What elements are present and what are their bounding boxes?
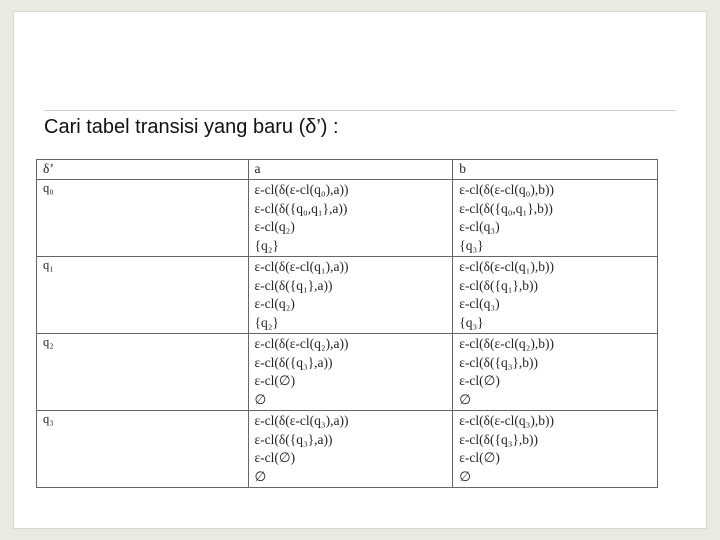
transition-cell-b xyxy=(453,180,658,257)
cell-line: ε-cl(∅) xyxy=(459,450,500,465)
table-row xyxy=(37,334,658,411)
transition-cell-b xyxy=(453,257,658,334)
cell-line: {q₂} xyxy=(254,237,279,253)
transition-cell-a xyxy=(248,334,453,411)
cell-line: ε-cl(q₃) xyxy=(459,219,500,234)
table-row xyxy=(37,411,658,488)
cell-line: ε-cl(δ({q₁},b)) xyxy=(459,277,539,293)
cell-line: ε-cl(∅) xyxy=(254,373,296,388)
transition-cell-a xyxy=(248,180,453,257)
cell-line: ε-cl(δ({q₀,q₁},b)) xyxy=(459,200,553,216)
cell-line: ε-cl(δ(ε-cl(q₂),b)) xyxy=(459,336,554,351)
cell-line: ε-cl(∅) xyxy=(254,450,296,465)
cell-line: ε-cl(δ(ε-cl(q₀),a)) xyxy=(254,182,349,197)
slide-title: Cari tabel transisi yang baru (δ’) : xyxy=(44,116,339,138)
cell-line: ε-cl(q₂) xyxy=(254,296,295,311)
cell-line: ε-cl(δ(ε-cl(q₂),a)) xyxy=(254,336,349,351)
cell-line: {q₃} xyxy=(459,237,484,253)
header-cell-delta: δ’ xyxy=(37,160,249,180)
title-divider xyxy=(44,110,676,111)
transition-cell-b xyxy=(453,411,658,488)
table-row xyxy=(37,257,658,334)
cell-line: ∅ xyxy=(254,468,267,484)
table-header-row xyxy=(37,160,658,180)
cell-line: ε-cl(δ({q₃},b)) xyxy=(459,354,539,370)
cell-line: ε-cl(∅) xyxy=(459,373,500,388)
cell-line: ε-cl(δ({q₃},b)) xyxy=(459,431,539,447)
cell-line: ε-cl(δ(ε-cl(q₃),b)) xyxy=(459,413,554,428)
header-cell-a: a xyxy=(248,160,453,180)
transition-cell-a xyxy=(248,257,453,334)
transition-table xyxy=(36,159,658,488)
transition-cell-a xyxy=(248,411,453,488)
cell-line: ε-cl(δ(ε-cl(q₁),a)) xyxy=(254,259,349,274)
cell-line: ε-cl(δ(ε-cl(q₁),b)) xyxy=(459,259,554,274)
cell-line: ∅ xyxy=(459,391,471,407)
state-cell: q₀ xyxy=(37,180,249,257)
cell-line: ∅ xyxy=(254,391,267,407)
cell-line: ε-cl(δ(ε-cl(q₃),a)) xyxy=(254,413,349,428)
cell-line: ε-cl(δ({q₀,q₁},a)) xyxy=(254,200,348,216)
cell-line: ε-cl(q₂) xyxy=(254,219,295,234)
transition-cell-b xyxy=(453,334,658,411)
cell-line: ε-cl(δ({q₁},a)) xyxy=(254,277,333,293)
cell-line: ε-cl(δ({q₃},a)) xyxy=(254,431,333,447)
cell-line: ε-cl(δ(ε-cl(q₀),b)) xyxy=(459,182,554,197)
state-cell: q₂ xyxy=(37,334,249,411)
table-row xyxy=(37,180,658,257)
header-cell-b: b xyxy=(453,160,658,180)
cell-line: ∅ xyxy=(459,468,471,484)
state-cell: q₃ xyxy=(37,411,249,488)
cell-line: ε-cl(δ({q₃},a)) xyxy=(254,354,333,370)
cell-line: {q₃} xyxy=(459,314,484,330)
cell-line: ε-cl(q₃) xyxy=(459,296,500,311)
transition-table-image xyxy=(36,155,665,497)
cell-line: {q₂} xyxy=(254,314,279,330)
state-cell: q₁ xyxy=(37,257,249,334)
